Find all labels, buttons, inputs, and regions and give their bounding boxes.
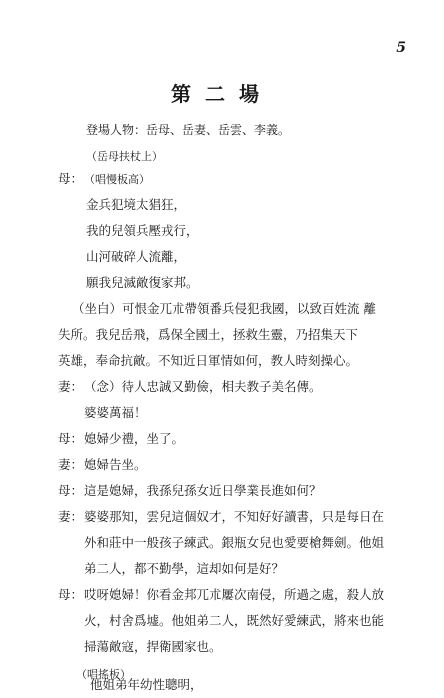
speaker-label: 妻：: [58, 379, 84, 394]
stage-direction: （唱慢板高）: [84, 173, 150, 186]
dialogue-line: [58, 426, 184, 452]
speaker-label: 母：: [58, 431, 84, 446]
dialogue-text: 外和莊中一般孩子練武。銀瓶女兒也愛要槍舞劍。他姐: [84, 535, 385, 550]
dialogue-line: [58, 452, 147, 478]
dialogue-text: 英雄，奉命抗敵。不知近日軍情如何，教人時刻操心。: [58, 353, 359, 368]
verse-block: [86, 192, 199, 296]
verse-line: 他姐弟年幼性聰明，: [90, 677, 203, 692]
dialogue-text: 哎呀媳婦！你看金邦兀朮屢次南侵，所過之處，殺人放: [84, 587, 385, 602]
dialogue-text: （念）待人忠誠又勤儉，相夫教子美名傳。: [84, 379, 322, 394]
dialogue-text: 掃蕩敵寇，捍衛國家也。: [84, 639, 222, 654]
speaker-label: 妻：: [58, 509, 84, 524]
stage-direction: （岳母扶杖上）: [86, 150, 163, 163]
dialogue-text: 媳婦少禮，坐了。: [84, 431, 185, 446]
dialogue-text: 婆婆那知，雲兒這個奴才，不知好好讀書，只是每日在: [84, 509, 385, 524]
speaker-label: 母：: [58, 171, 84, 186]
dialogue-text: 弟二人，都不勤學，這却如何是好？: [84, 561, 285, 576]
speaker-label: 母：: [58, 587, 84, 602]
dialogue-line: [58, 374, 322, 426]
dialogue-line: [72, 296, 376, 322]
dialogue-text: 火，村舍爲墟。他姐弟二人，既然好愛練武，將來也能: [84, 613, 385, 628]
dialogue-text: 媳婦告坐。: [84, 457, 147, 472]
stage-direction: （唱搖板）: [76, 668, 131, 681]
dialogue-line: [58, 166, 150, 193]
verse-line: 金兵犯境太猖狂，: [86, 197, 187, 212]
dialogue-text: （坐白）可恨金兀朮帶領番兵侵犯我國，以致百姓流 離: [72, 301, 376, 316]
dialogue-line: [58, 322, 358, 374]
dialogue-line: [58, 582, 384, 660]
dialogue-text: 這是媳婦，我孫兒孫女近日學業長進如何？: [84, 483, 322, 498]
speaker-label: 妻：: [58, 457, 84, 472]
verse-line: 我的兒領兵壓戎行，: [86, 223, 199, 238]
verse-line: 山河破碎人流離，: [86, 249, 187, 264]
verse-line: 願我兒滅敵復家邦。: [86, 275, 199, 290]
dialogue-text: 婆婆萬福！: [84, 405, 147, 420]
speaker-label: 母：: [58, 483, 84, 498]
cast-list: 登場人物：岳母、岳妻、岳雲、李義。: [86, 123, 291, 137]
scene-title: 第二場: [171, 82, 273, 106]
dialogue-line: [58, 478, 322, 504]
dialogue-text: 失所。我兒岳飛，爲保全國土，拯救生靈，乃招集天下: [58, 327, 359, 342]
dialogue-line: [58, 504, 384, 582]
page-number: 5: [396, 40, 406, 56]
